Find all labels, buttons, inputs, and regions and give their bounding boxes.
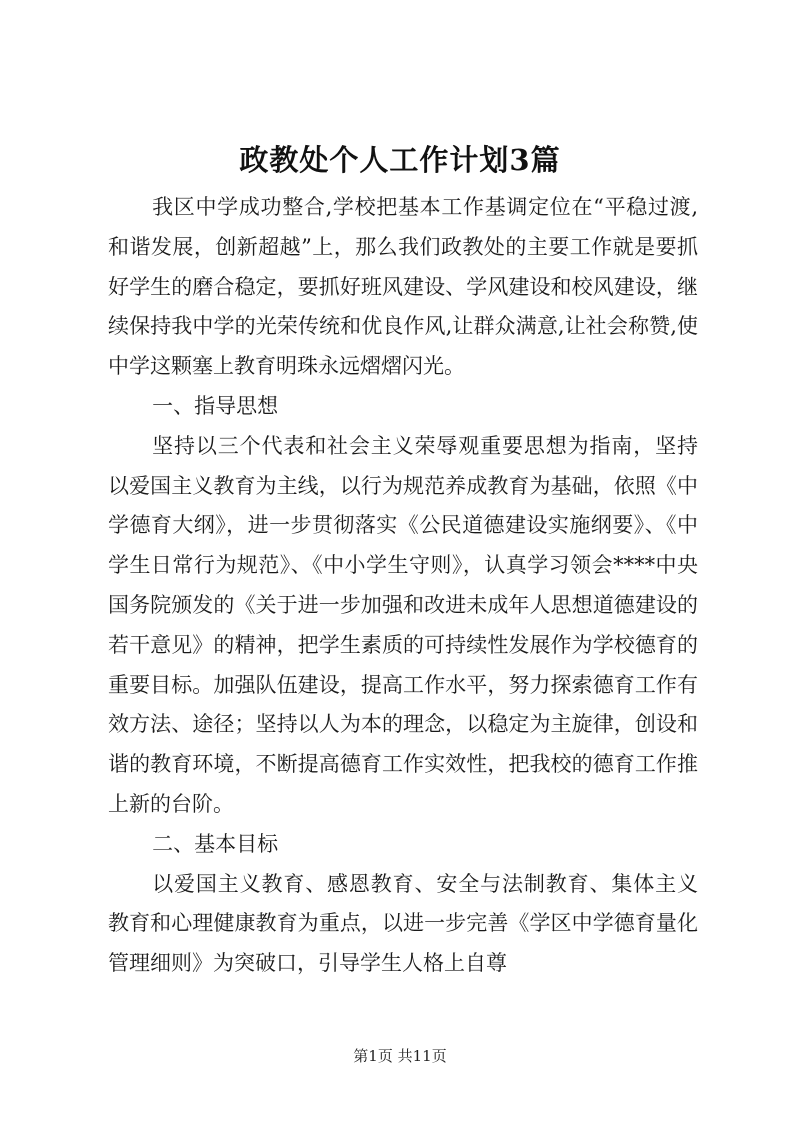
document-body [108,188,698,984]
paragraph-guiding-thought: 坚持以三个代表和社会主义荣辱观重要思想为指南，坚持以爱国主义教育为主线，以行为规范养成教育为基础，依照《中学德育大纲》，进一步贯彻落实《公民道德建设实施纲要》、《中学生日常行为规范》、《中小学生守则》，认真学习领会****中央国务院颁发的《关于进一步加强和改进未成年人思想道德建设的若干意见》的精神，把学生素质的可持续性发展作为学校德育的重要目标。加强队伍建设，提高工作水平，努力探索德育工作有效方法、途径；坚持以人为本的理念，以稳定为主旋律，创设和谐的教育环境，不断提高德育工作实效性，把我校的德育工作推上新的台阶。 [108,433,698,816]
document-title: 政教处个人工作计划3篇 [239,143,561,177]
paragraph-basic-goals: 以爱国主义教育、感恩教育、安全与法制教育、集体主义教育和心理健康教育为重点，以进一步完善《学区中学德育量化管理细则》为突破口，引导学生人格上自尊 [108,871,698,976]
section-heading-basic-goals: 二、基本目标 [152,831,279,856]
paragraph-intro: 我区中学成功整合,学校把基本工作基调定位在“平稳过渡,和谐发展，创新超越”上，那么我们政教处的主要工作就是要抓好学生的磨合稳定，要抓好班风建设、学风建设和校风建设，继续保持我中学的光荣传统和优良作风,让群众满意,让社会称赞,使中学这颗塞上教育明珠永远熠熠闪光。 [108,195,698,379]
section-heading-guiding-thought: 一、指导思想 [152,393,279,418]
page-number-footer: 第1页 共11页 [353,1047,447,1065]
